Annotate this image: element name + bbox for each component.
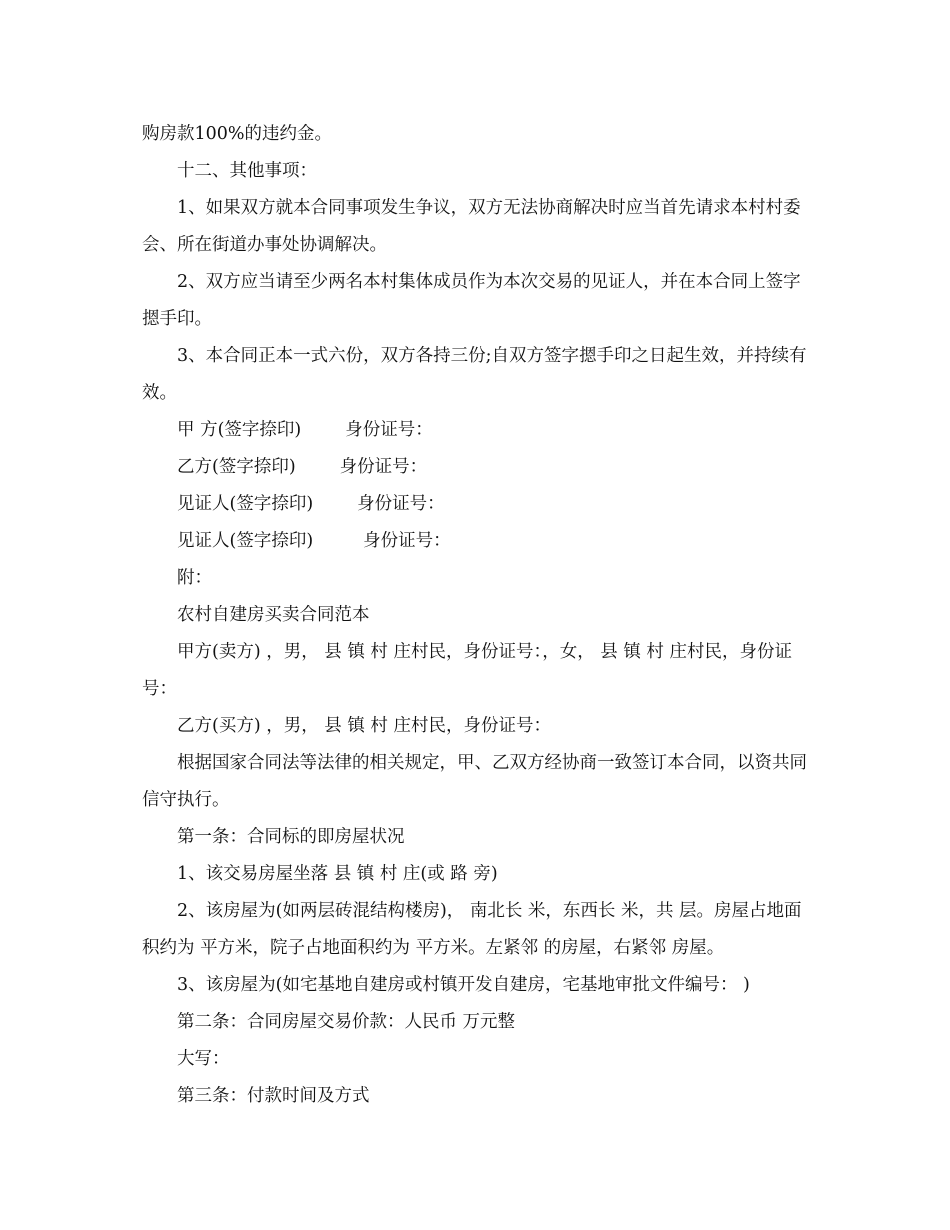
paragraph-seller-info: 甲方(卖方) ，男， 县 镇 村 庄村民，身份证号：，女， 县 镇 村 庄村民，身份证号： — [142, 642, 792, 699]
heading-article-one: 第一条：合同标的即房屋状况 — [177, 827, 405, 847]
signature-party-label: 甲 方(签字捺印) — [177, 420, 302, 440]
signature-line-party-b — [142, 449, 814, 486]
attachment-title: 农村自建房买卖合同范本 — [177, 605, 370, 625]
paragraph-copies-validity: 3、本合同正本一式六份，双方各持三份;自双方签字摁手印之日起生效，并持续有效。 — [142, 346, 807, 403]
heading-article-two: 第二条：合同房屋交易价款：人民币 万元整 — [177, 1012, 516, 1032]
signature-party-label: 见证人(签字捺印) — [177, 494, 314, 514]
paragraph-penalty-end: 购房款100%的违约金。 — [142, 124, 333, 144]
signature-id-label: 身份证号： — [345, 420, 433, 440]
paragraph-preamble: 根据国家合同法等法律的相关规定，甲、乙双方经协商一致签订本合同，以资共同信守执行。 — [142, 753, 807, 810]
paragraph-house-location: 1、该交易房屋坐落 县 镇 村 庄(或 路 旁) — [177, 864, 498, 884]
paragraph-house-type: 3、该房屋为(如宅基地自建房或村镇开发自建房，宅基地审批文件编号： ) — [177, 975, 750, 995]
signature-id-label: 身份证号： — [357, 494, 445, 514]
signature-line-witness-2 — [142, 523, 814, 560]
signature-party-label: 见证人(签字捺印) — [177, 531, 314, 551]
signature-id-label: 身份证号： — [363, 531, 451, 551]
document-body — [142, 116, 814, 1115]
attachment-label: 附： — [177, 568, 212, 588]
signature-line-party-a — [142, 412, 814, 449]
paragraph-dispute-resolution: 1、如果双方就本合同事项发生争议，双方无法协商解决时应当首先请求本村村委会、所在街道办事处协调解决。 — [142, 198, 801, 255]
signature-id-label: 身份证号： — [339, 457, 428, 477]
signature-line-witness-1 — [142, 486, 814, 523]
heading-article-three: 第三条：付款时间及方式 — [177, 1086, 370, 1106]
signature-party-label: 乙方(签字捺印) — [177, 457, 296, 477]
paragraph-amount-in-words: 大写： — [177, 1049, 230, 1069]
paragraph-house-structure: 2、该房屋为(如两层砖混结构楼房)， 南北长 米，东西长 米，共 层。房屋占地面积约为 平方米，院子占地面积约为 平方米。左紧邻 的房屋，右紧邻 房屋。 — [142, 901, 802, 958]
heading-section-twelve: 十二、其他事项： — [177, 161, 317, 181]
paragraph-witnesses: 2、双方应当请至少两名本村集体成员作为本次交易的见证人，并在本合同上签字摁手印。 — [142, 272, 801, 329]
paragraph-buyer-info: 乙方(买方) ，男， 县 镇 村 庄村民，身份证号： — [177, 716, 551, 736]
